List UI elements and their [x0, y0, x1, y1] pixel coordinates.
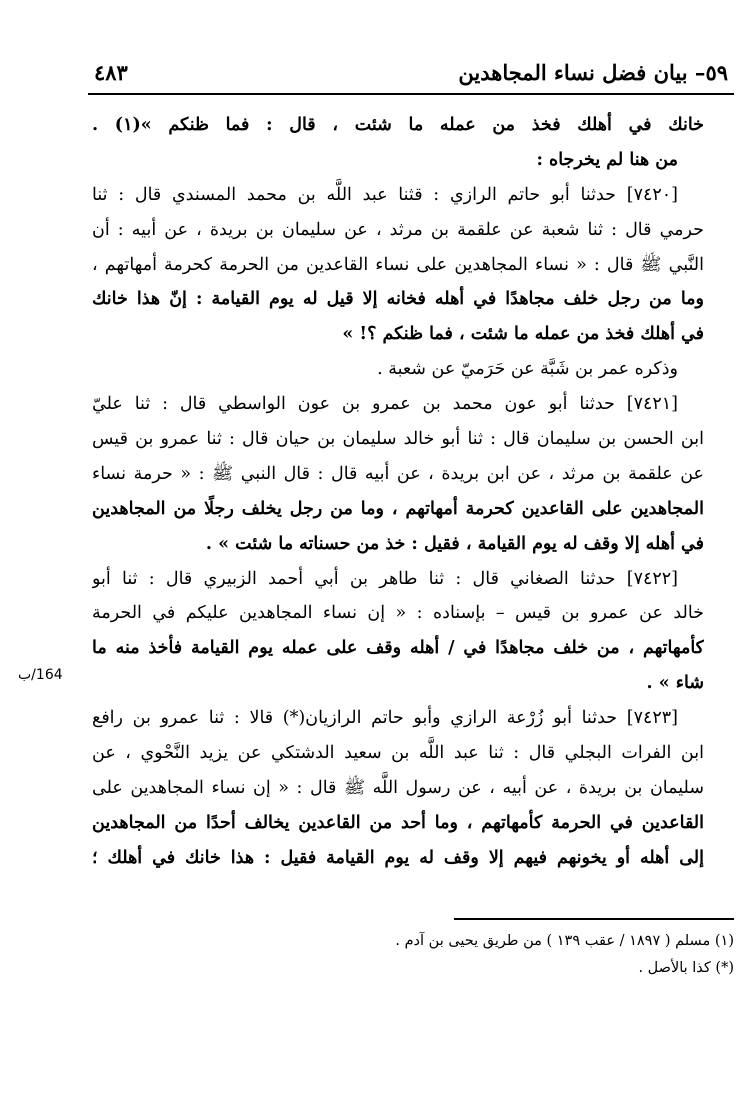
text-line: النَّبي ﷺ قال : « نساء المجاهدين على نساء القاعدين من الحرمة كحرمة أمهاتهم ، — [92, 254, 704, 275]
footnote: (*) كذا بالأصل . — [638, 960, 734, 976]
text-line: في أهلك فخذ من عمله ما شئت ، فما ظنكم ؟! » — [342, 324, 704, 345]
text-line: ابن الحسن بن سليمان قال : ثنا أبو خالد سليمان بن حيان قال : ثنا عمرو بن قيس — [92, 429, 704, 450]
text-line: عن علقمة بن مرثد ، عن ابن بريدة ، عن أبيه قال : قال النبي ﷺ : « حرمة نساء — [92, 463, 704, 484]
text-line: خالد عن عمرو بن قيس – بإسناده : « إن نساء المجاهدين عليكم في الحرمة — [92, 603, 704, 624]
text-line: سليمان بن بريدة ، عن أبيه ، عن رسول اللَّه ﷺ قال : « إن نساء المجاهدين على — [92, 777, 704, 798]
text-line: وما من رجل خلف مجاهدًا في أهله فخانه إلا قيل له يوم القيامة : إنّ هذا خانك — [92, 289, 704, 310]
text-line: من هنا لم يخرجاه : — [536, 149, 678, 170]
text-line: في أهله إلا وقف له يوم القيامة ، فقيل : خذ من حسناته ما شئت » . — [205, 533, 704, 554]
text-line: القاعدين في الحرمة كأمهاتهم ، وما أحد من القاعدين يخالف أحدًا من المجاهدين — [92, 812, 704, 833]
footnote-rule — [454, 918, 734, 920]
chapter-title: ٥٩– بيان فضل نساء المجاهدين — [458, 60, 728, 85]
text-line: [٧٤٢٣] حدثنا أبو زُرْعة الرازي وأبو حاتم الرازيان(*) قالا : ثنا عمرو بن رافع — [92, 708, 678, 729]
text-line: [٧٤٢٢] حدثنا الصغاني قال : ثنا طاهر بن أبي أحمد الزبيري قال : ثنا أبو — [92, 568, 678, 589]
page-header — [92, 58, 732, 92]
text-line: كأمهاتهم ، من خلف مجاهدًا في / أهله وقف على عمله يوم القيامة فأخذ منه ما — [92, 638, 704, 659]
text-line: المجاهدين على القاعدين كحرمة أمهاتهم ، وما من رجل يخلف رجلًا من المجاهدين — [92, 498, 704, 519]
text-line: شاء » . — [646, 673, 704, 694]
header-rule — [88, 93, 734, 95]
text-line: حرمي قال : ثنا شعبة عن علقمة بن مرثد ، عن سليمان بن بريدة ، عن أبيه : أن — [92, 219, 704, 240]
text-line: إلى أهله أو يخونهم فيهم إلا وقف له يوم القيامة فقيل : هذا خانك في أهلك ؛ — [92, 847, 704, 868]
text-line: ابن الفرات البجلي قال : ثنا عبد اللَّه بن سعيد الدشتكي عن يزيد النَّحْوي ، عن — [92, 743, 704, 764]
main-text — [92, 108, 704, 876]
footnote: (١) مسلم ( ١٨٩٧ / عقب ١٣٩ ) من طريق يحيى بن آدم . — [395, 933, 734, 949]
text-line: وذكره عمر بن شَبَّة عن حَرَميّ عن شعبة . — [377, 359, 678, 380]
text-line: [٧٤٢١] حدثنا أبو عون محمد بن عمرو بن عون الواسطي قال : ثنا عليّ — [92, 394, 678, 415]
margin-folio-note: 164/ب — [18, 667, 63, 683]
page-number: ٤٨٣ — [94, 60, 128, 85]
text-line: خانك في أهلك فخذ من عمله ما شئت ، قال : فما ظنكم »(١) . — [92, 115, 704, 135]
text-line: [٧٤٢٠] حدثنا أبو حاتم الرازي : قثنا عبد اللَّه بن محمد المسندي قال : ثنا — [92, 184, 678, 205]
footnotes — [94, 928, 734, 982]
